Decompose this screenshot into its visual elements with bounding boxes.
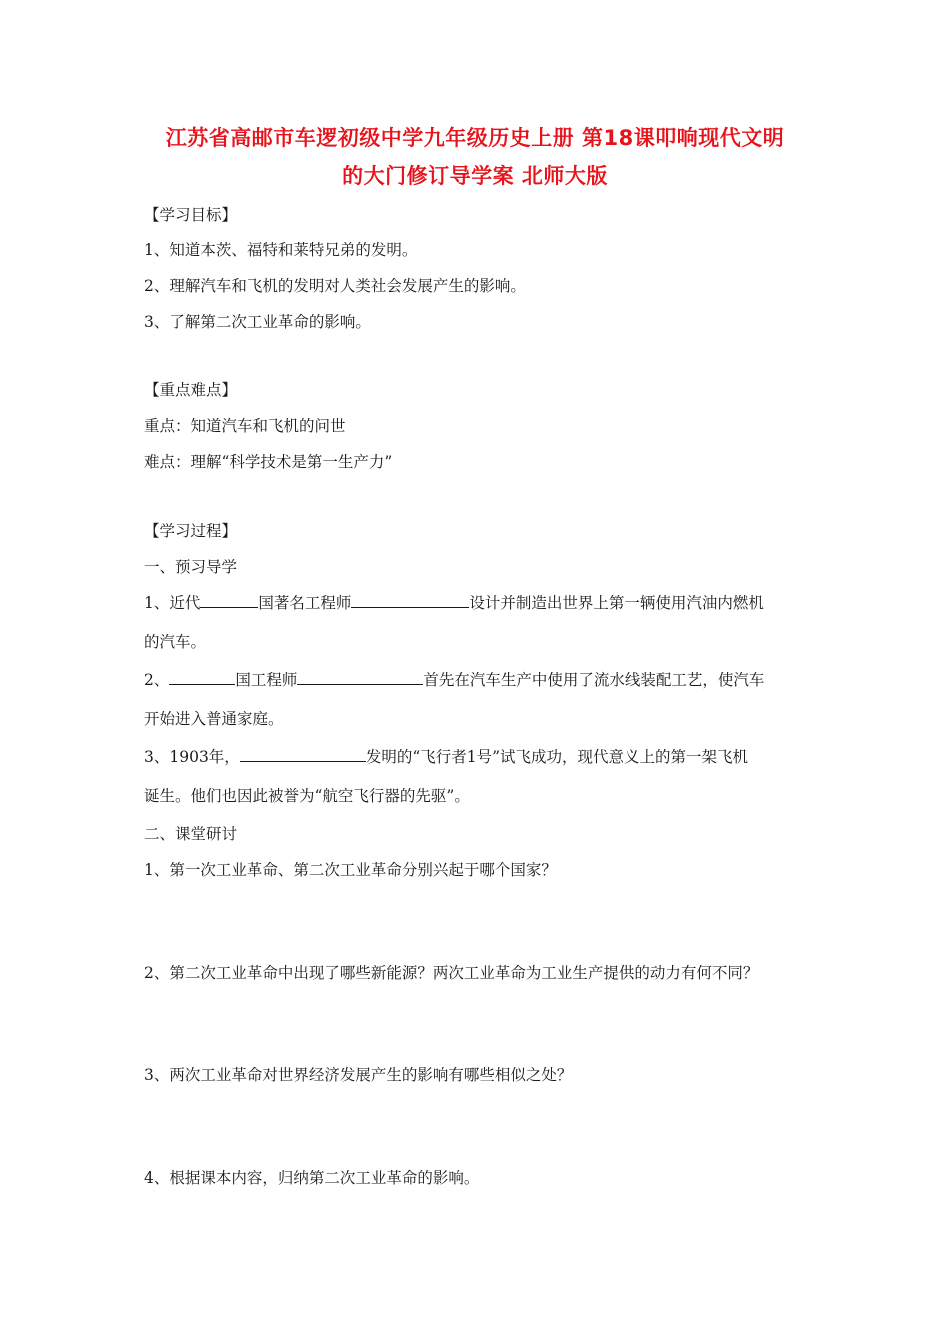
fill-in-question-1 [144, 591, 764, 613]
discussion-question: 1、第一次工业革命、第二次工业革命分别兴起于哪个国家？ [144, 861, 557, 879]
question-text: 国工程师 [235, 671, 298, 689]
section-heading-process: 【学习过程】 [144, 522, 238, 540]
question-text: 设计并制造出世界上第一辆使用汽油内燃机 [469, 594, 764, 612]
fill-in-question-1-continued: 的汽车。 [144, 633, 207, 651]
discussion-question: 3、两次工业革命对世界经济发展产生的影响有哪些相似之处？ [144, 1066, 573, 1084]
goal-item: 3、了解第二次工业革命的影响。 [144, 313, 371, 331]
document-title-line-2: 的大门修订导学案 北师大版 [342, 164, 608, 188]
discussion-question: 2、第二次工业革命中出现了哪些新能源？两次工业革命为工业生产提供的动力有何不同？ [144, 964, 759, 982]
difficult-point: 难点：理解“科学技术是第一生产力” [144, 453, 393, 471]
answer-blank[interactable] [240, 746, 366, 762]
question-text: 1、近代 [144, 594, 201, 612]
fill-in-question-3 [144, 745, 748, 767]
section-heading-keypoints: 【重点难点】 [144, 381, 238, 399]
part-heading-discussion: 二、课堂研讨 [144, 825, 238, 843]
fill-in-question-2-continued: 开始进入普通家庭。 [144, 710, 284, 728]
question-text: 2、 [144, 671, 170, 689]
section-heading-goals: 【学习目标】 [144, 206, 238, 224]
document-title-line-1: 江苏省高邮市车逻初级中学九年级历史上册 第18课叩响现代文明 [165, 126, 785, 150]
answer-blank[interactable] [200, 592, 258, 608]
question-text: 发明的“飞行者1号”试飞成功，现代意义上的第一架飞机 [365, 748, 749, 766]
key-point: 重点：知道汽车和飞机的问世 [144, 417, 346, 435]
answer-blank[interactable] [169, 669, 235, 685]
fill-in-question-2 [144, 668, 764, 690]
question-text: 首先在汽车生产中使用了流水线装配工艺，使汽车 [423, 671, 765, 689]
goal-item: 2、理解汽车和飞机的发明对人类社会发展产生的影响。 [144, 277, 526, 295]
discussion-question: 4、根据课本内容，归纳第二次工业革命的影响。 [144, 1169, 480, 1187]
answer-blank[interactable] [297, 669, 423, 685]
answer-blank[interactable] [351, 592, 469, 608]
question-text: 国著名工程师 [258, 594, 352, 612]
fill-in-question-3-continued: 诞生。他们也因此被誉为“航空飞行器的先驱”。 [144, 787, 470, 805]
part-heading-preview: 一、预习导学 [144, 558, 238, 576]
goal-item: 1、知道本茨、福特和莱特兄弟的发明。 [144, 241, 418, 259]
question-text: 3、1903年， [144, 748, 240, 766]
